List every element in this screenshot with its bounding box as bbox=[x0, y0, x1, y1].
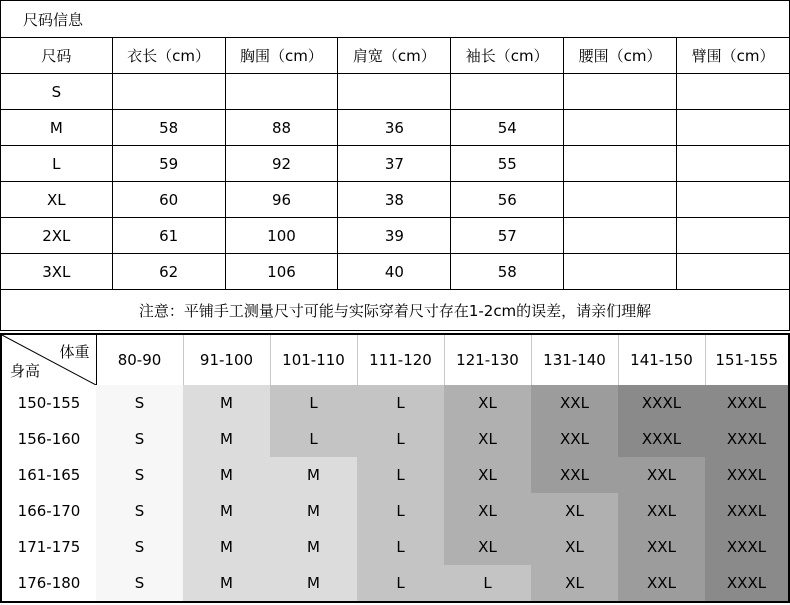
measurement-cell bbox=[677, 110, 790, 146]
size-info-header-cell: 腰围（cm） bbox=[564, 38, 677, 74]
measurement-cell bbox=[225, 74, 338, 110]
size-info-header-cell: 肩宽（cm） bbox=[338, 38, 451, 74]
recommended-size-cell: XXXL bbox=[705, 529, 788, 565]
measurement-cell bbox=[564, 110, 677, 146]
measurement-cell: 58 bbox=[451, 254, 564, 290]
height-row bbox=[2, 565, 788, 601]
recommended-size-cell: XXL bbox=[618, 493, 705, 529]
measurement-cell bbox=[677, 74, 790, 110]
measurement-cell bbox=[677, 182, 790, 218]
weight-range-header: 141-150 bbox=[618, 335, 705, 385]
height-range-cell: 171-175 bbox=[2, 529, 96, 565]
recommended-size-cell: M bbox=[270, 493, 357, 529]
measurement-cell: 54 bbox=[451, 110, 564, 146]
height-row bbox=[2, 493, 788, 529]
size-info-row bbox=[1, 146, 790, 182]
weight-header-row bbox=[2, 335, 788, 385]
weight-range-header: 151-155 bbox=[705, 335, 788, 385]
recommended-size-cell: XXL bbox=[618, 457, 705, 493]
size-info-header-row bbox=[1, 38, 790, 74]
size-info-title-row bbox=[0, 0, 790, 37]
size-label-cell: 3XL bbox=[1, 254, 113, 290]
size-info-header-cell: 尺码 bbox=[1, 38, 113, 74]
recommended-size-cell: S bbox=[96, 493, 183, 529]
size-info-row bbox=[1, 254, 790, 290]
height-range-cell: 176-180 bbox=[2, 565, 96, 601]
size-info-row bbox=[1, 218, 790, 254]
measurement-cell bbox=[564, 182, 677, 218]
recommended-size-cell: S bbox=[96, 457, 183, 493]
recommended-size-cell: M bbox=[183, 529, 270, 565]
measurement-cell: 38 bbox=[338, 182, 451, 218]
height-range-cell: 150-155 bbox=[2, 385, 96, 421]
recommended-size-cell: XL bbox=[444, 385, 531, 421]
recommended-size-cell: L bbox=[357, 493, 444, 529]
recommended-size-cell: XXXL bbox=[705, 565, 788, 601]
height-weight-size-table bbox=[2, 335, 788, 601]
recommended-size-cell: XXXL bbox=[705, 457, 788, 493]
size-label-cell: S bbox=[1, 74, 113, 110]
height-row bbox=[2, 385, 788, 421]
recommended-size-cell: XXL bbox=[531, 457, 618, 493]
recommended-size-cell: L bbox=[357, 421, 444, 457]
measurement-cell: 37 bbox=[338, 146, 451, 182]
measurement-cell: 58 bbox=[112, 110, 225, 146]
size-info-row bbox=[1, 182, 790, 218]
weight-axis-label: 体重 bbox=[59, 343, 90, 361]
size-info-header-cell: 袖长（cm） bbox=[451, 38, 564, 74]
measurement-cell bbox=[112, 74, 225, 110]
recommended-size-cell: XXXL bbox=[618, 385, 705, 421]
measurement-cell: 55 bbox=[451, 146, 564, 182]
measurement-note: 注意：平铺手工测量尺寸可能与实际穿着尺寸存在1-2cm的误差，请亲们理解 bbox=[1, 290, 790, 331]
size-info-header-cell: 衣长（cm） bbox=[112, 38, 225, 74]
recommended-size-cell: M bbox=[183, 493, 270, 529]
measurement-cell: 40 bbox=[338, 254, 451, 290]
recommended-size-cell: XXL bbox=[618, 529, 705, 565]
recommended-size-cell: M bbox=[270, 457, 357, 493]
recommended-size-cell: XXXL bbox=[618, 421, 705, 457]
measurement-cell bbox=[564, 218, 677, 254]
recommended-size-cell: M bbox=[270, 565, 357, 601]
recommended-size-cell: XL bbox=[531, 493, 618, 529]
recommended-size-cell: XL bbox=[444, 529, 531, 565]
height-range-cell: 156-160 bbox=[2, 421, 96, 457]
height-range-cell: 166-170 bbox=[2, 493, 96, 529]
measurement-cell bbox=[677, 218, 790, 254]
recommended-size-cell: XL bbox=[444, 457, 531, 493]
recommended-size-cell: XXXL bbox=[705, 493, 788, 529]
measurement-cell bbox=[677, 146, 790, 182]
height-range-cell: 161-165 bbox=[2, 457, 96, 493]
weight-range-header: 91-100 bbox=[183, 335, 270, 385]
size-info-header-cell: 胸围（cm） bbox=[225, 38, 338, 74]
size-label-cell: 2XL bbox=[1, 218, 113, 254]
size-label-cell: L bbox=[1, 146, 113, 182]
measurement-cell bbox=[338, 74, 451, 110]
recommended-size-cell: XXL bbox=[531, 421, 618, 457]
recommended-size-cell: S bbox=[96, 421, 183, 457]
measurement-cell: 39 bbox=[338, 218, 451, 254]
recommended-size-cell: XXL bbox=[618, 565, 705, 601]
weight-range-header: 111-120 bbox=[357, 335, 444, 385]
measurement-cell: 106 bbox=[225, 254, 338, 290]
height-row bbox=[2, 529, 788, 565]
size-info-note-row bbox=[1, 290, 790, 331]
measurement-cell: 100 bbox=[225, 218, 338, 254]
recommended-size-cell: L bbox=[444, 565, 531, 601]
recommended-size-cell: L bbox=[357, 457, 444, 493]
recommended-size-cell: L bbox=[270, 385, 357, 421]
measurement-cell bbox=[564, 146, 677, 182]
size-recommendation-chart bbox=[0, 333, 790, 603]
measurement-cell: 88 bbox=[225, 110, 338, 146]
size-label-cell: XL bbox=[1, 182, 113, 218]
size-info-row bbox=[1, 110, 790, 146]
measurement-cell: 62 bbox=[112, 254, 225, 290]
recommended-size-cell: XXXL bbox=[705, 421, 788, 457]
measurement-cell: 92 bbox=[225, 146, 338, 182]
measurement-cell: 59 bbox=[112, 146, 225, 182]
measurement-cell bbox=[564, 254, 677, 290]
size-measurement-table bbox=[0, 37, 790, 331]
recommended-size-cell: L bbox=[270, 421, 357, 457]
height-row bbox=[2, 457, 788, 493]
recommended-size-cell: L bbox=[357, 385, 444, 421]
recommended-size-cell: M bbox=[183, 457, 270, 493]
recommended-size-cell: M bbox=[183, 565, 270, 601]
recommended-size-cell: M bbox=[270, 529, 357, 565]
weight-range-header: 131-140 bbox=[531, 335, 618, 385]
size-info-header-cell: 臂围（cm） bbox=[677, 38, 790, 74]
weight-range-header: 121-130 bbox=[444, 335, 531, 385]
recommended-size-cell: XXXL bbox=[705, 385, 788, 421]
measurement-cell bbox=[677, 254, 790, 290]
recommended-size-cell: S bbox=[96, 529, 183, 565]
size-info-row bbox=[1, 74, 790, 110]
height-row bbox=[2, 421, 788, 457]
measurement-cell: 61 bbox=[112, 218, 225, 254]
measurement-cell: 96 bbox=[225, 182, 338, 218]
size-info-title: 尺码信息 bbox=[23, 11, 84, 29]
recommended-size-cell: L bbox=[357, 529, 444, 565]
recommended-size-cell: XL bbox=[531, 529, 618, 565]
measurement-cell: 60 bbox=[112, 182, 225, 218]
recommended-size-cell: XXL bbox=[531, 385, 618, 421]
measurement-cell: 57 bbox=[451, 218, 564, 254]
recommended-size-cell: M bbox=[183, 421, 270, 457]
recommended-size-cell: XL bbox=[444, 493, 531, 529]
recommended-size-cell: M bbox=[183, 385, 270, 421]
measurement-cell: 56 bbox=[451, 182, 564, 218]
weight-range-header: 80-90 bbox=[96, 335, 183, 385]
recommended-size-cell: S bbox=[96, 565, 183, 601]
measurement-cell bbox=[451, 74, 564, 110]
measurement-cell: 36 bbox=[338, 110, 451, 146]
recommended-size-cell: L bbox=[357, 565, 444, 601]
recommended-size-cell: XL bbox=[444, 421, 531, 457]
measurement-cell bbox=[564, 74, 677, 110]
size-label-cell: M bbox=[1, 110, 113, 146]
recommended-size-cell: S bbox=[96, 385, 183, 421]
corner-header-cell bbox=[2, 335, 96, 385]
weight-range-header: 101-110 bbox=[270, 335, 357, 385]
recommended-size-cell: XL bbox=[531, 565, 618, 601]
height-axis-label: 身高 bbox=[10, 362, 41, 380]
